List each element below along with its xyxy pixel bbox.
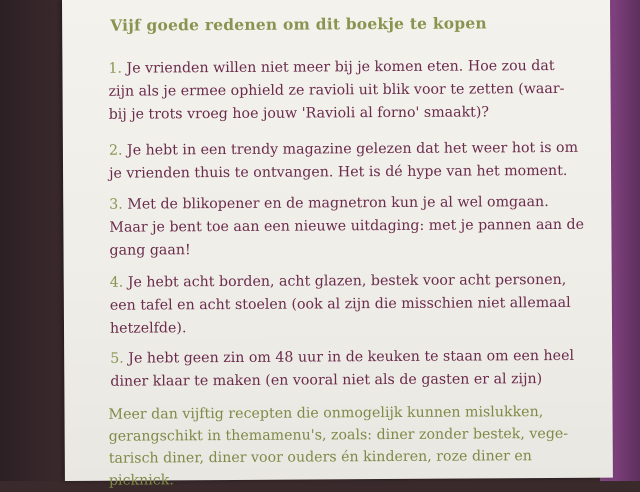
reason-line: je vrienden thuis te ontvangen. Het is dé hype van het moment. <box>109 162 568 182</box>
reason-line: diner klaar te maken (en vooral niet als de gasten er al zijn) <box>110 371 543 390</box>
reason-line: Je hebt in een trendy magazine gelezen dat het weer hot is om <box>126 139 579 159</box>
closing-paragraph <box>108 401 589 492</box>
background-left <box>0 0 70 481</box>
closing-line: gerangschikt in themamenu's, zoals: diner zonder bestek, vege- <box>108 425 569 445</box>
reason-item <box>108 55 578 127</box>
reason-line: hetzelfde). <box>109 320 187 337</box>
closing-line: Meer dan vijftig recepten die onmogelijk kunnen mislukken, <box>108 404 544 423</box>
reason-line: Met de blikopener en de magnetron kun je al wel omgaan. <box>127 194 549 213</box>
reason-number: 2. <box>108 142 123 159</box>
reason-number: 4. <box>109 274 124 291</box>
reason-item <box>109 191 585 263</box>
reason-number: 5. <box>110 350 124 367</box>
reason-line: zijn als je ermee ophield ze ravioli uit blik voor te zetten (waar- <box>108 80 565 100</box>
reason-line: Maar je bent toe aan een nieuwe uitdaging: met je pannen aan de <box>109 216 585 236</box>
closing-line: picknick. <box>108 472 174 489</box>
reason-number: 1. <box>108 60 123 77</box>
reason-line: Je vrienden willen niet meer bij je komen eten. Hoe zou dat <box>126 57 555 77</box>
reason-line: Je hebt geen zin om 48 uur in de keuken te staan om een heel <box>128 347 575 367</box>
closing-line: tarisch diner, diner voor ouders én kinderen, roze diner en <box>108 448 532 467</box>
reason-item <box>110 269 580 341</box>
reason-item <box>109 137 579 186</box>
reason-line: gang gaan! <box>109 242 191 259</box>
reason-number: 3. <box>109 196 123 213</box>
reason-line: Je hebt acht borden, acht glazen, bestek voor acht personen, <box>127 271 567 291</box>
book-page <box>62 0 613 489</box>
reason-item <box>110 345 580 394</box>
page-heading: Vijf goede redenen om dit boekje te kopen <box>110 13 487 35</box>
reason-line: een tafel en acht stoelen (ook al zijn die misschien niet allemaal <box>109 294 571 314</box>
reason-line: bij je trots vroeg hoe jouw 'Ravioli al forno' smaakt)? <box>108 104 490 123</box>
